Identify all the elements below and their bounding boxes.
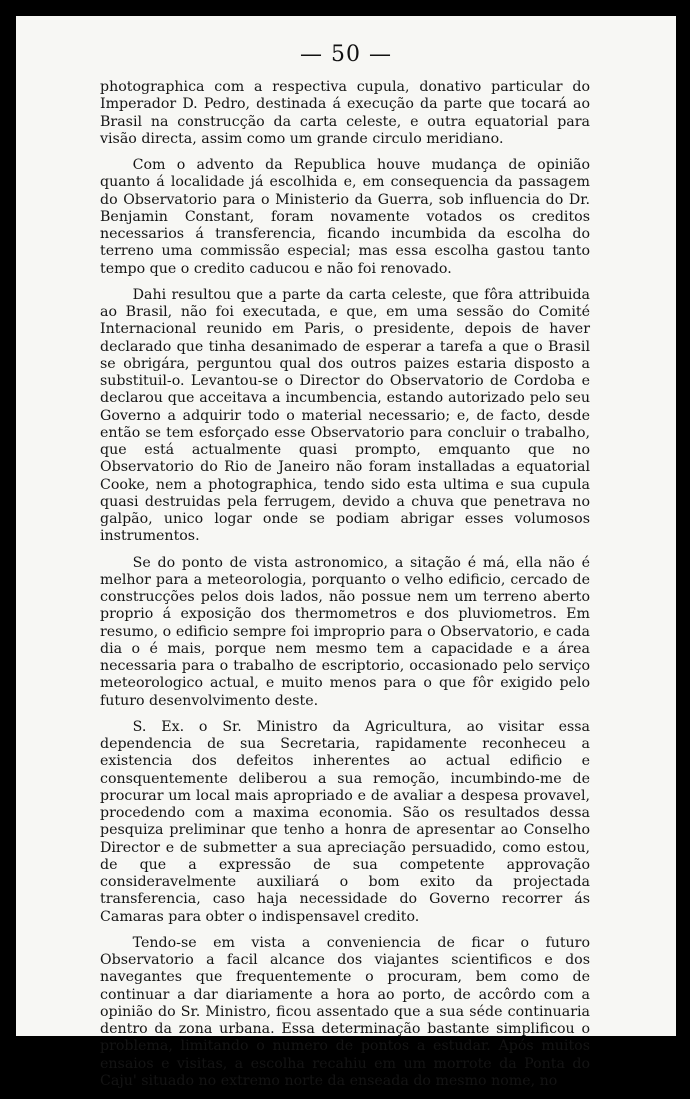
page-number: — 50 —	[300, 42, 392, 67]
paragraph: Com o advento da Republica houve mudança de opinião quanto á localidade já escolhida e, em consequencia da passagem do Observatorio para o Ministerio da Guerra, sob influencia do Dr. Benjamin Constant, foram novamente votados os creditos necessarios á transferencia, ficando incumbida da escolha do terreno uma commissão especial; mas essa escolha gastou tanto tempo que o credito caducou e não foi renovado.	[100, 157, 590, 277]
paragraph: Dahi resultou que a parte da carta celeste, que fôra attribuida ao Brasil, não foi executada, e que, em uma sessão do Comité Internacional reunido em Paris, o presidente, depois de haver declarado que tinha desanimado de esperar a tarefa a que o Brasil se obrigára, perguntou qual dos outros paizes estaria disposto a substituil-o. Levantou-se o Director do Observatorio de Cordoba e declarou que acceitava a incumbencia, estando autorizado pelo seu Governo a adquirir todo o material necessario; e, de facto, desde então se tem esforçado esse Observatorio para concluir o trabalho, que está actualmente quasi prompto, emquanto que no Observatorio do Rio de Janeiro não foram installadas a equatorial Cooke, nem a photographica, tendo sido esta ultima e sua cupula quasi destruidas pela ferrugem, devido a chuva que penetrava no galpão, unico logar onde se podiam abrigar esses volumosos instrumentos.	[100, 286, 590, 545]
paragraph: S. Ex. o Sr. Ministro da Agricultura, ao visitar essa dependencia de sua Secretaria, rapidamente reconheceu a existencia dos defeitos inherentes ao actual edificio e consquentemente deliberou a sua remoção, incumbindo-me de procurar um local mais apropriado e de avaliar a despesa provavel, procedendo com a maxima economia. São os resultados dessa pesquiza preliminar que tenho a honra de apresentar ao Conselho Director e de submetter a sua apreciação persuadido, como estou, de que a expressão de sua competente approvação consideravelmente auxiliará o bom exito da projectada transferencia, caso haja necessidade do Governo recorrer ás Camaras para obter o indispensavel credito.	[100, 718, 590, 925]
paragraph: Tendo-se em vista a conveniencia de ficar o futuro Observatorio a facil alcance dos viajantes scientificos e dos navegantes que frequentemente o procuram, bem como de continuar a dar diariamente a hora ao porto, de accôrdo com a opinião do Sr. Ministro, ficou assentado que a sua séde continuaria dentro da zona urbana. Essa determinação bastante simplificou o problema, limitando o numero de pontos a estudar. Após muitos ensaios e visitas, a escolha recahiu em um morrote da Ponta do Caju' situado no extremo norte da enseada do mesmo nome, no	[100, 934, 590, 1089]
body-text	[100, 79, 590, 1099]
document-page	[16, 16, 676, 1089]
paragraph: photographica com a respectiva cupula, donativo particular do Imperador D. Pedro, destinada á execução da parte que tocará ao Brasil na construcção da carta celeste, e outra equatorial para visão directa, assim como um grande circulo meridiano.	[100, 79, 590, 147]
paragraph: Se do ponto de vista astronomico, a sitação é má, ella não é melhor para a meteorologia, porquanto o velho edificio, cercado de construcções pelos dois lados, não possue nem um terreno aberto proprio á exposição dos thermometros e dos pluviometros. Em resumo, o edificio sempre foi improprio para o Observatorio, e cada dia o é mais, porque nem mesmo tem a capacidade e a área necessaria para o trabalho de escriptorio, occasionado pelo serviço meteorologico actual, e muito menos para o que fôr exigido pelo futuro desenvolvimento deste.	[100, 554, 590, 709]
